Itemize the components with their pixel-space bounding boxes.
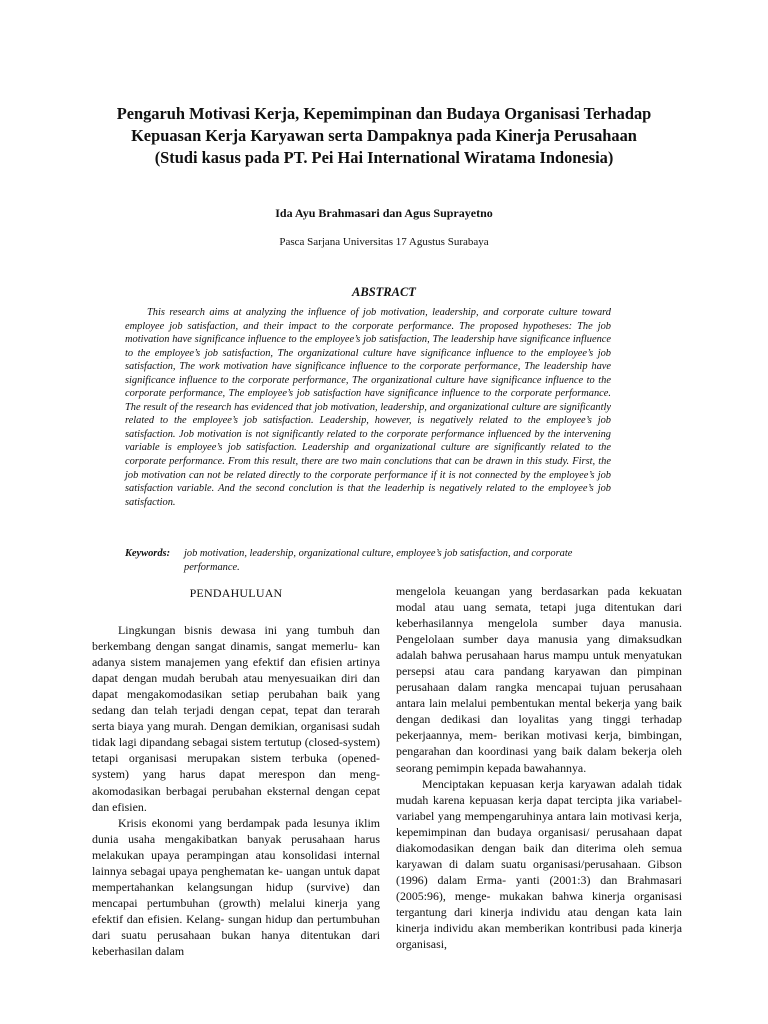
body-paragraph: Lingkungan bisnis dewasa ini yang tumbuh dan berkembang dengan sangat dinamis, sangat memerlu- kan adanya sistem manajemen yang efektif dan efisien artinya dapat dengan mudah berubah atau menyesuaikan diri dan dapat mengakomodasikan setiap perubahan baik yang sedang dan telah terjadi dengan cepat, tepat dan terarah serta biaya yang murah. Dengan demikian, organisasi sudah tidak lagi dipandang sebagai sistem tertutup (closed-system) tetapi organisasi merupakan sistem terbuka (opened- system) yang harus dapat merespon dan meng- akomodasikan berbagai perubahan eksternal dengan cepat dan efisien. [92, 623, 380, 814]
author-affiliation: Pasca Sarjana Universitas 17 Agustus Surabaya [279, 236, 489, 248]
left-column [92, 583, 380, 959]
abstract-body: This research aims at analyzing the influence of job motivation, leadership, and corporate culture toward employee job satisfaction, and their impact to the corporate performance. The proposed hypotheses: The job motivation have significance influence to the employee’s job satisfaction, The leadership have significance influence to the employee’s job satisfaction, The organizational culture have significance influence to the employee’s job satisfaction, The work motivation have significance influence to the corporate performance, The leadership have significance influence to the corporate performance, The organizational culture have significance influence to the corporate performance, The employee’s job satisfaction have significance influence to the corporate performance. The result of the research has evidenced that job motivation, leadership, and organizational culture are significantly related to the employee’s job satisfaction. Leadership, however, is negatively related to the employee’s job satisfaction. Job motivation is not significantly related to the corporate performance influenced by the intervening variable is employee’s job satisfaction. Leadership and organizational culture are significantly related to the corporate performance. From this result, there are two main conclutions that can be drawn in this study. First, the job motivation can not be related directly to the corporate performance if it is not connected by the employee’s job satisfaction variable. And the second conclution is that the leaderhip is negatively related to the employee’s job satisfaction. [125, 307, 611, 508]
section-heading-pendahuluan: PENDAHULUAN [189, 586, 283, 600]
paper-title: Pengaruh Motivasi Kerja, Kepemimpinan dan Budaya Organisasi Terhadap Kepuasan Kerja Karyawan serta Dampaknya pada Kinerja Perusahaan (Studi kasus pada PT. Pei Hai International Wiratama Indonesia) [116, 104, 652, 167]
keywords-label: Keywords: [125, 548, 171, 559]
body-paragraph: Menciptakan kepuasan kerja karyawan adalah tidak mudah karena kepuasan kerja dapat tercipta jika variabel-variabel yang mempengaruhinya antara lain motivasi kerja, kepemimpinan dan budaya organisasi/ perusahaan dapat diakomodasikan dengan baik dan diterima oleh semua karyawan di dalam suatu organisasi/perusahaan. Gibson (1996) dalam Erma- yanti (2001:3) dan Brahmasari (2005:96), menge- mukakan bahwa kinerja organisasi tergantung dari kinerja individu atau dengan kata lain kinerja individu akan memberikan kontribusi pada kinerja organisasi, [396, 776, 682, 952]
body-paragraph: Krisis ekonomi yang berdampak pada lesunya iklim dunia usaha mengakibatkan banyak perusahaan harus melakukan upaya perampingan atau konsolidasi internal lainnya sebagai upaya penghematan ke- uangan untuk dapat mempertahankan kelangsungan hidup (survive) dan mencapai pertumbuhan (growth) melalui kinerja yang efektif dan efisien. Kelang- sungan hidup dan pertumbuhan dari suatu perusahaan bukan hanya ditentukan dari keberhasilan dalam [92, 815, 380, 958]
abstract-heading: ABSTRACT [352, 285, 416, 299]
body-paragraph: mengelola keuangan yang berdasarkan pada kekuatan modal atau uang semata, tetapi juga ditentukan dari keberhasilannya mengelola sumber daya manusia. Pengelolaan sumber daya manusia yang dimaksudkan adalah bahwa perusahaan harus mampu untuk menyatukan persepsi atau cara pandang karyawan dan pimpinan perusahaan dalam rangka mencapai tujuan perusahaan antara lain melalui pembentukan mental bekerja yang baik dengan dedikasi dan loyalitas yang tinggi terhadap pekerjaannya, mem- berikan motivasi kerja, bimbingan, pengarahan dan koordinasi yang baik dalam bekerja oleh seorang pemimpin kepada bawahannya. [396, 584, 682, 775]
paper-authors: Ida Ayu Brahmasari dan Agus Suprayetno [275, 206, 493, 220]
keywords [125, 547, 611, 574]
keywords-text: job motivation, leadership, organizational culture, employee’s job satisfaction, and corporate performance. [184, 548, 573, 573]
right-column [396, 583, 682, 952]
